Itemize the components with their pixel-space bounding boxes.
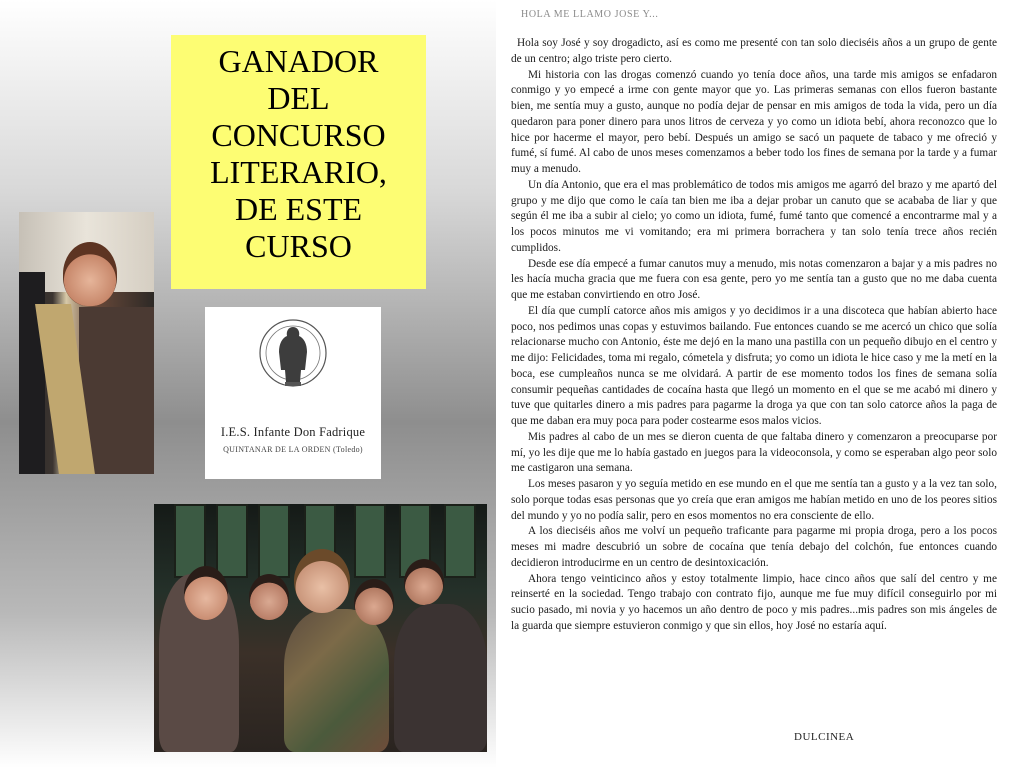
- title-line: GANADOR: [218, 43, 379, 79]
- paragraph: Ahora tengo veinticinco años y estoy totalmente limpio, hace cinco años que salí del centro y me reinserté en la sociedad. Tengo trabajo con contrato fijo, aunque me fue muy difícil conseguirlo por mi sucio pasado, mi novia y yo hacemos un año dentro de poco y mis padres...mis padres son mis ángeles de la guarda que siempre estuvieron conmigo y que sin ellos, hoy José no estaría aquí.: [511, 572, 997, 632]
- paragraph: Mis padres al cabo de un mes se dieron cuenta de que faltaba dinero y comenzaron a preocuparse por mí, yo les dije que me lo había gastado en juegos para la videoconsola, y como se esperaban algo peor solo me castigaron una semana.: [511, 430, 997, 475]
- paragraph: Hola soy José y soy drogadicto, así es como me presenté con tan solo dieciséis años a un grupo de gente de un centro; algo triste pero cierto.: [511, 37, 997, 65]
- school-name: I.E.S. Infante Don Fadrique: [220, 425, 366, 439]
- woman-portrait-photo: [19, 212, 154, 474]
- title-line: CONCURSO: [211, 117, 386, 153]
- title-line: DEL: [267, 80, 330, 116]
- paragraph: Un día Antonio, que era el mas problemático de todos mis amigos me agarró del brazo y me apartó del grupo y me dijo que como le caía tan bien me iba a dejar probar un canuto que se acababa de liar y que según él me iba a subir al cielo; yo como un idiota, fumé, fumé tanto que comencé a encontrarme mal y a los pocos minutos me vi vomitando; era mi primera borrachera y tan solo tenía trece años recién cumplidos.: [511, 178, 997, 254]
- story-document: [496, 0, 1024, 768]
- paragraph: A los dieciséis años me volví un pequeño traficante para pagarme mi propia droga, pero a los pocos meses mi madre descubrió un sobre de cocaína que tenía debajo del colchón, fue entonces cuando decidieron introducirme en un centro de desintoxicación.: [511, 525, 997, 569]
- title-line: LITERARIO,: [210, 154, 387, 190]
- paragraph: El día que cumplí catorce años mis amigos y yo decidimos ir a una discoteca que habían abierto hace poco, nos pedimos unas copas y estuvimos bailando. Fue entonces cuando se me acercó un chico que solía relacionarse mucho con Antonio, éste me dejó en la mano una pastilla con un pequeño dibujo en el centro y me dijo: Felicidades, toma mi regalo, cómetela y disfruta; yo como un idiota le hice caso y me la metí en la boca, ese cumpleaños nunca se me olvidará. A partir de ese momento todos los fines de semana solía consumir pequeñas cantidades de cocaína hasta que llegó un momento en el que se me acabó mi dinero y tuve que quitarles dinero a mis padres para pagarme la droga ya que con tan solo catorce años la paga de que me daban era muy poca para poder costearme esos malos vicios.: [511, 304, 997, 427]
- contest-winner-title: [171, 35, 426, 289]
- paragraph: Los meses pasaron y yo seguía metido en ese mundo en el que me sentía tan a gusto y a la vez tan solo, solo porque todas esas personas que yo creía que eran amigos me habían metido en uno de los peores sitios del mundo y yo no podía salir, pero en esos momentos no era consciente de ello.: [511, 478, 997, 522]
- school-seal-icon: [258, 313, 328, 417]
- title-line: CURSO: [245, 228, 352, 264]
- group-photo: [154, 504, 487, 752]
- paragraph: Mi historia con las drogas comenzó cuando yo tenía doce años, una tarde mis amigos se enfadaron conmigo y yo empecé a irme con gente mayor que yo. Las primeras semanas con ellos fueron bastante bien, me sentía muy a gusto, aunque no podía dejar de pensar en mis amigos de toda la vida, pero un día quedaron para poner dinero para unos litros de cerveza y yo como un idiota bebí, ahora reconozco que lo hice por hacerme el mayor, pero bebí. Después un amigo se sacó un paquete de tabaco y me ofreció y fumé, sí fumé. Al cabo de unos meses comenzamos a beber todo los fines de semana por la tarde y a fumar muy a menudo.: [511, 68, 997, 175]
- school-location: QUINTANAR DE LA ORDEN (Toledo): [223, 445, 363, 454]
- document-body: [511, 36, 997, 635]
- author-signature: DULCINEA: [794, 731, 855, 743]
- title-line: DE ESTE: [234, 191, 363, 227]
- document-header: HOLA ME LLAMO JOSE Y...: [521, 9, 659, 20]
- school-logo: [205, 307, 381, 479]
- paragraph: Desde ese día empecé a fumar canutos muy a menudo, mis notas comenzaron a bajar y a mis padres no les hacía mucha gracia que me fuera con esa gente, pero yo me sentía tan a gusto que no me daba cuenta que me estaban convirtiendo en otro José.: [511, 257, 997, 301]
